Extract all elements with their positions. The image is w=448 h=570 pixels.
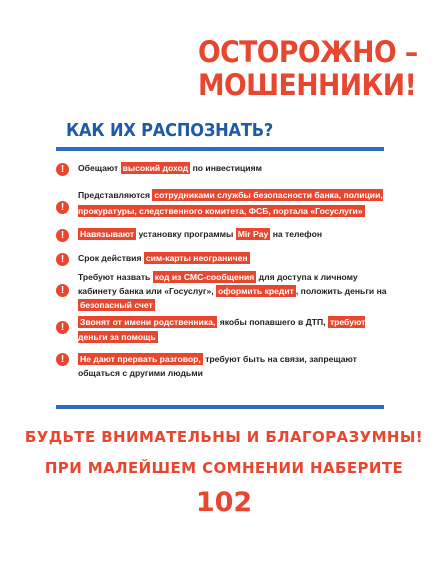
text-plain: требуют быть на связи, запрещают общаться с другими людьми bbox=[78, 354, 357, 378]
text-plain: Обещают bbox=[78, 163, 121, 173]
text-plain: установку программы bbox=[136, 229, 236, 239]
headline bbox=[198, 35, 418, 102]
text-plain: , положить деньги на bbox=[295, 286, 387, 296]
item-text bbox=[78, 162, 388, 175]
text-plain: якобы попавшего в ДТП, bbox=[217, 317, 328, 327]
item-text bbox=[78, 228, 388, 241]
exclamation-icon: ! bbox=[56, 321, 69, 334]
exclamation-icon: ! bbox=[56, 253, 69, 266]
text-plain: по инвестициям bbox=[190, 163, 262, 173]
subtitle: КАК ИХ РАСПОЗНАТЬ? bbox=[66, 120, 274, 141]
text-plain: на телефон bbox=[270, 229, 323, 239]
text-highlight: безопасный счет bbox=[80, 300, 153, 310]
text-highlight: Навязывают bbox=[80, 229, 135, 239]
footer-line-2: ПРИ МАЛЕЙШЕМ СОМНЕНИИ НАБЕРИТЕ bbox=[44, 459, 404, 477]
item-text bbox=[78, 270, 388, 312]
text-plain: для доступа к личному кабинету банка или «Госуслуг», bbox=[78, 272, 358, 296]
text-plain: Представляются bbox=[78, 190, 153, 200]
footer-line-1: БУДЬТЕ ВНИМАТЕЛЬНЫ И БЛАГОРАЗУМНЫ! bbox=[24, 428, 424, 446]
exclamation-icon: ! bbox=[56, 353, 69, 366]
item-text bbox=[78, 315, 388, 345]
divider-top bbox=[56, 147, 384, 151]
text-highlight: требуют деньги за помощь bbox=[78, 317, 366, 342]
text-highlight: код из СМС-сообщения bbox=[154, 272, 255, 282]
headline-line-1: ОСТОРОЖНО – bbox=[198, 35, 418, 69]
text-highlight: Звонят от имени родственника, bbox=[80, 317, 216, 327]
divider-bottom bbox=[56, 405, 384, 409]
text-highlight: сотрудниками службы безопасности банка, полиции, прокуратуры, следственного комитета, ФСБ, портала «Госуслуги» bbox=[78, 190, 383, 216]
item-text bbox=[78, 352, 388, 380]
text-plain: Требуют назвать bbox=[78, 272, 153, 282]
exclamation-icon: ! bbox=[56, 163, 69, 176]
emergency-number: 102 bbox=[195, 487, 253, 518]
item-text bbox=[78, 187, 388, 219]
text-highlight: высокий доход bbox=[122, 163, 189, 173]
text-highlight: оформить кредит bbox=[218, 286, 294, 296]
text-highlight: Mir Pay bbox=[237, 229, 269, 239]
text-highlight: Не дают прервать разговор, bbox=[80, 354, 201, 364]
headline-line-2: МОШЕННИКИ! bbox=[198, 68, 417, 102]
text-plain: Срок действия bbox=[78, 253, 144, 263]
exclamation-icon: ! bbox=[56, 284, 69, 297]
item-text bbox=[78, 252, 388, 265]
exclamation-icon: ! bbox=[56, 201, 69, 214]
text-highlight: сим-карты неограничен bbox=[145, 253, 248, 263]
exclamation-icon: ! bbox=[56, 229, 69, 242]
